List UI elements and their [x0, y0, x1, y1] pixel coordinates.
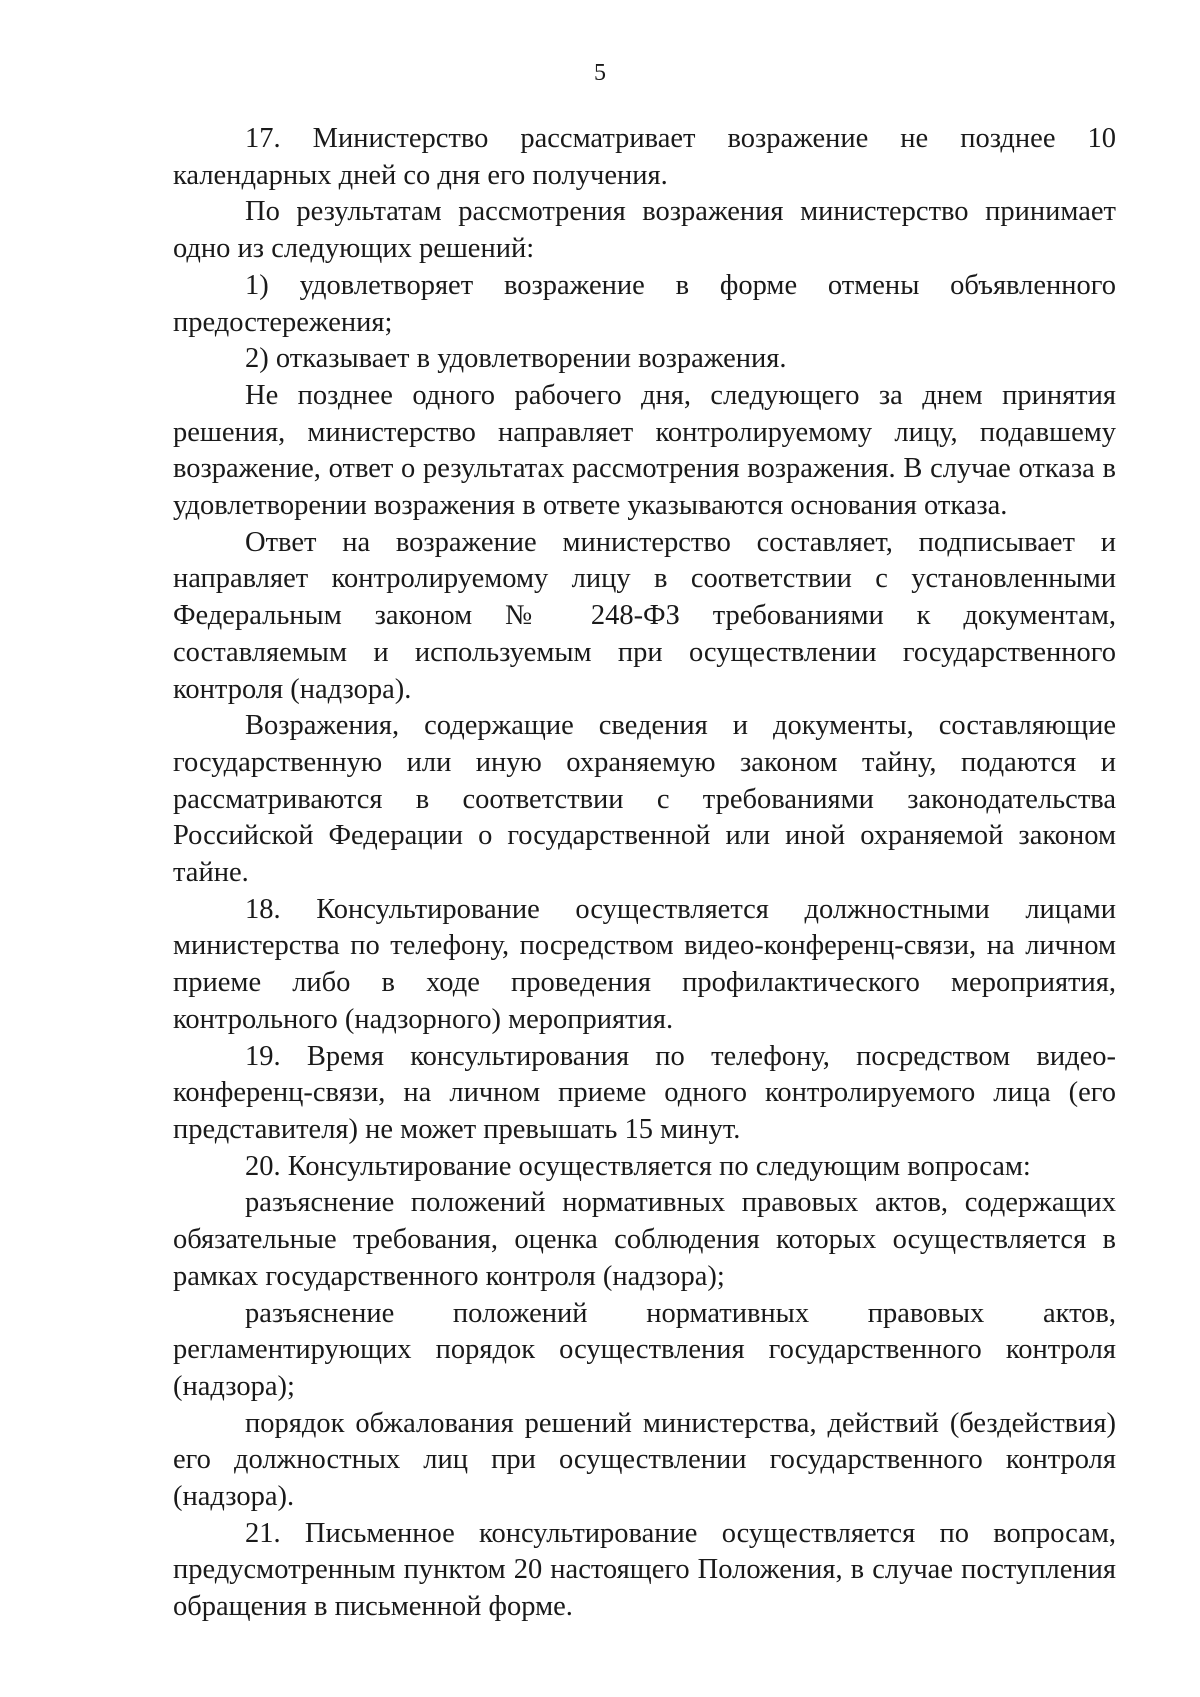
- paragraph-20-item-2: разъяснение положений нормативных правовых актов, регламентирующих порядок осуществления государственного контроля (надзора);: [173, 1297, 1116, 1402]
- document-body: [173, 121, 1116, 1626]
- paragraph-18: 18. Консультирование осуществляется должностными лицами министерства по телефону, посредством видео-конференц-связи, на личном приеме либо в ходе проведения профилактического мероприятия, контрольного (надзорного) мероприятия.: [173, 893, 1116, 1035]
- paragraph-21: 21. Письменное консультирование осуществляется по вопросам, предусмотренным пунктом 20 настоящего Положения, в случае поступления обращения в письменной форме.: [173, 1517, 1116, 1623]
- paragraph-decision-1: 1) удовлетворяет возражение в форме отмены объявленного предостережения;: [173, 269, 1116, 338]
- paragraph-20-item-1: разъяснение положений нормативных правовых актов, содержащих обязательные требования, оценка соблюдения которых осуществляется в рамках государственного контроля (надзора);: [173, 1187, 1116, 1292]
- paragraph-decision-2: 2) отказывает в удовлетворении возражения.: [245, 343, 787, 375]
- paragraph-response-deadline: Не позднее одного рабочего дня, следующего за днем принятия решения, министерство направляет контролируемому лицу, подавшему возражение, ответ о результатах рассмотрения возражения. В случае отказа в удовлетворении возражения в ответе указываются основания отказа.: [173, 379, 1116, 522]
- paragraph-20-item-3: порядок обжалования решений министерства, действий (бездействия) его должностных лиц при осуществлении государственного контроля (надзора).: [173, 1407, 1116, 1513]
- page-number: 5: [594, 60, 606, 86]
- paragraph-response-form: Ответ на возражение министерство составляет, подписывает и направляет контролируемому лицу в соответствии с установленными Федеральным законом № 248-ФЗ требованиями к документам, составляемым и используемым при осуществлении государственного контроля (надзора).: [173, 526, 1116, 705]
- paragraph-secret-objections: Возражения, содержащие сведения и документы, составляющие государственную или иную охраняемую законом тайну, подаются и рассматриваются в соответствии с требованиями законодательства Российской Федерации о государственной или иной охраняемой законом тайне.: [173, 710, 1116, 889]
- paragraph-19: 19. Время консультирования по телефону, посредством видео-конференц-связи, на личном приеме одного контролируемого лица (его представителя) не может превышать 15 минут.: [173, 1040, 1116, 1145]
- paragraph-17: 17. Министерство рассматривает возражение не позднее 10 календарных дней со дня его получения.: [173, 123, 1116, 191]
- paragraph-decision-intro: По результатам рассмотрения возражения министерство принимает одно из следующих решений:: [173, 196, 1116, 265]
- paragraph-20: 20. Консультирование осуществляется по следующим вопросам:: [245, 1150, 1031, 1182]
